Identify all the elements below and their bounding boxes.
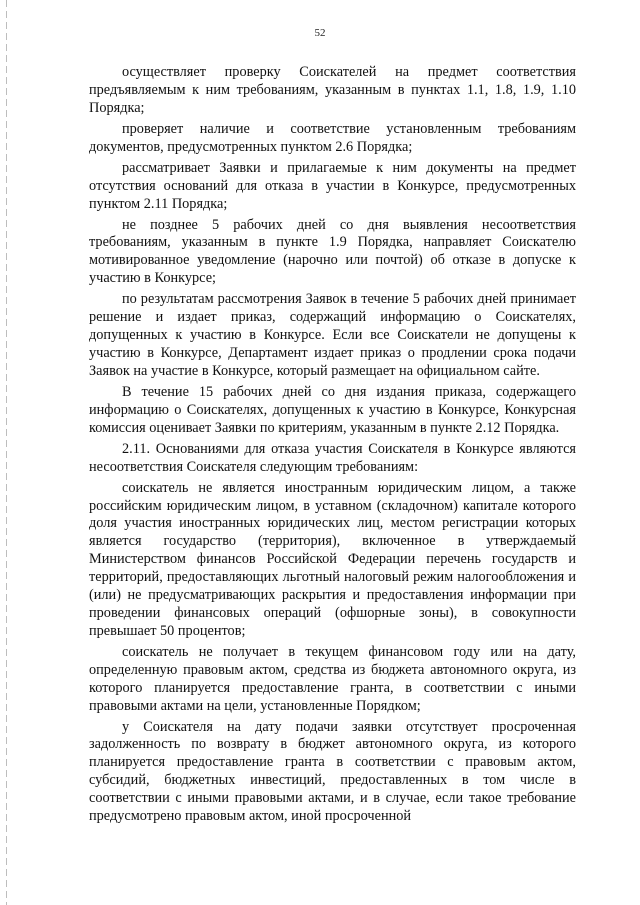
paragraph-foreign-entity-requirement: соискатель не является иностранным юридическим лицом, а также российским юридическим лицом, в уставном (складочном) капитале которого доля участия иностранных юридических лиц, местом регистрации которых является государство (территория), включенное в утверждаемый Министерством финансов Российской Федерации перечень государств и территорий, предоставляющих льготный налоговый режим налогообложения и (или) не предусматривающих раскрытия и предоставления информации при проведении финансовых операций (офшорные зоны), в совокупности превышает 50 процентов; (89, 479, 576, 639)
paragraph-no-other-funding-requirement: соискатель не получает в текущем финансовом году или на дату, определенную правовым актом, средства из бюджета автономного округа, из которого планируется предоставление гранта, в соответствии с иными правовыми актами на цели, установленные Порядком; (89, 643, 576, 714)
paragraph-reviews-applications: рассматривает Заявки и прилагаемые к ним документы на предмет отсутствия оснований для отказа в участии в Конкурсе, предусмотренных пунктом 2.11 Порядка; (89, 159, 576, 212)
document-body (89, 64, 576, 829)
paragraph-checks-documents: проверяет наличие и соответствие установленным требованиям документов, предусмотренных пунктом 2.6 Порядка; (89, 120, 576, 155)
paragraph-commission-evaluation: В течение 15 рабочих дней со дня издания приказа, содержащего информацию о Соискателях, допущенных к участию в Конкурсе, Конкурсная комиссия оценивает Заявки по критериям, указанным в пункте 2.12 Порядка. (89, 383, 576, 436)
page-number: 52 (314, 27, 326, 39)
paragraph-checks-applicants: осуществляет проверку Соискателей на предмет соответствия предъявляемым к ним требованиям, указанным в пунктах 1.1, 1.8, 1.9, 1.10 Порядка; (89, 64, 576, 116)
scan-edge-line (6, 0, 7, 905)
paragraph-section-2-11: 2.11. Основаниями для отказа участия Соискателя в Конкурсе являются несоответствия Соискателя следующим требованиям: (89, 440, 576, 475)
paragraph-no-overdue-debt-requirement: у Соискателя на дату подачи заявки отсутствует просроченная задолженность по возврату в бюджет автономного округа, из которого планируется предоставление гранта в соответствии с правовым актом, субсидий, бюджетных инвестиций, предоставленных в том числе в соответствии с иными правовыми актами, и в случае, если такое требование предусмотрено правовым актом, иной просроченной (89, 718, 576, 825)
paragraph-refusal-notice: не позднее 5 рабочих дней со дня выявления несоответствия требованиям, указанным в пункте 1.9 Порядка, направляет Соискателю мотивированное уведомление (нарочно или почтой) об отказе в допуске к участию в Конкурсе; (89, 216, 576, 287)
paragraph-review-results: по результатам рассмотрения Заявок в течение 5 рабочих дней принимает решение и издает приказ, содержащий информацию о Соискателях, допущенных к участию в Конкурсе. Если все Соискатели не допущены к участию в Конкурсе, Департамент издает приказ о продлении срока подачи Заявок на участие в Конкурсе, который размещает на официальном сайте. (89, 291, 576, 379)
